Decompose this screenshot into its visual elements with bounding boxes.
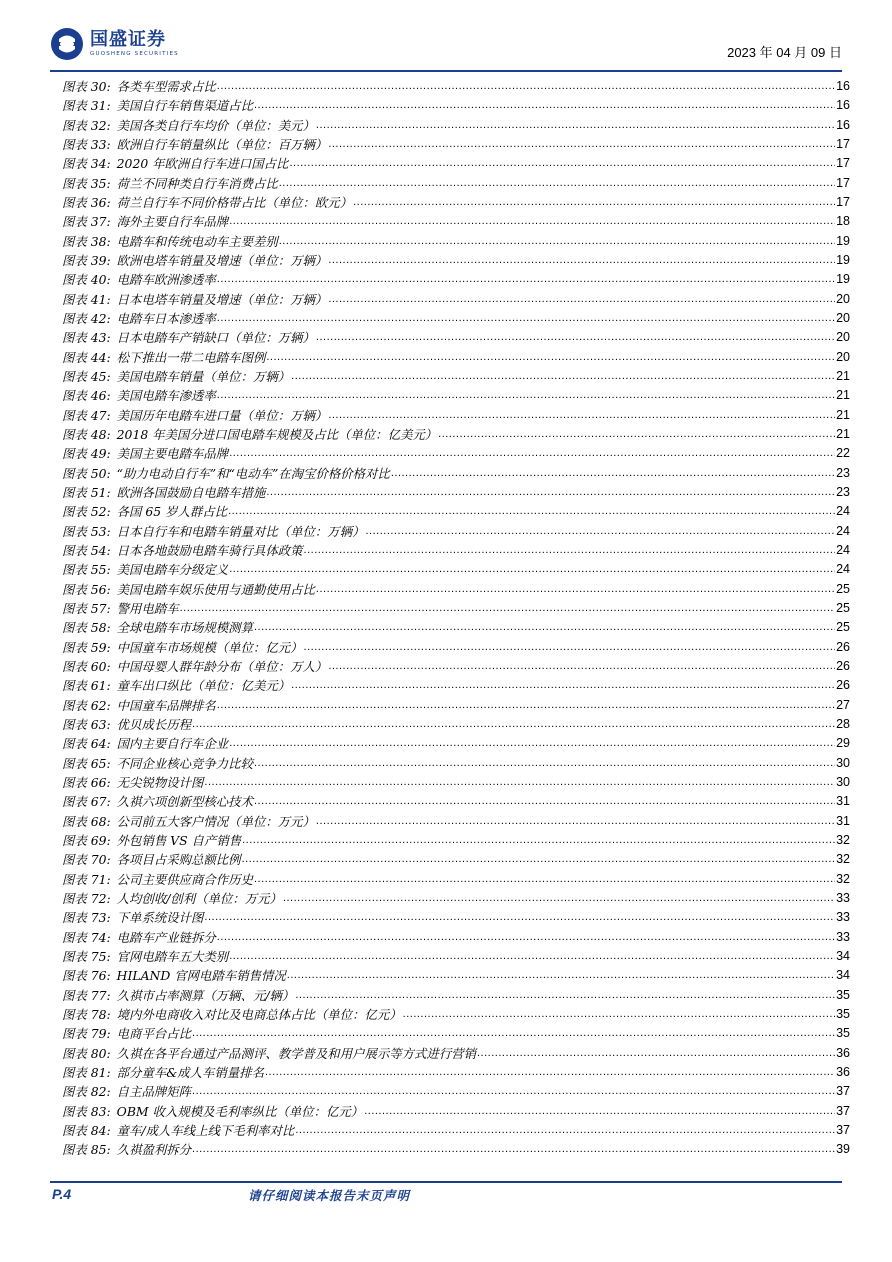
toc-entry[interactable] [62,367,850,386]
toc-entry-label: 图表 82: [62,1084,111,1100]
toc-entry-title: 国内主要自行车企业 [116,736,229,752]
toc-entry-label: 图表 46: [62,388,111,404]
toc-entry[interactable] [62,193,850,212]
dot-leader [217,270,835,289]
dot-leader [304,541,836,560]
dot-leader [217,386,835,405]
toc-entry-title: 2018 年美国分进口国电踏车规模及占比（单位：亿美元） [116,427,438,443]
toc-entry-page: 17 [836,195,850,210]
toc-entry-label: 图表 44: [62,349,111,365]
dot-leader [295,986,835,1005]
toc-entry[interactable] [62,270,850,289]
toc-entry-label: 图表 76: [62,968,111,984]
toc-entry-title: 人均创收/创利（单位：万元） [116,890,282,906]
toc-entry[interactable] [62,638,850,657]
toc-entry-label: 图表 47: [62,407,111,423]
toc-entry-title: HILAND 官网电踏车销售情况 [116,968,286,984]
toc-entry-title: 公司主要供应商合作历史 [116,871,253,887]
toc-entry-label: 图表 60: [62,659,111,674]
dot-leader [254,870,835,889]
toc-entry[interactable] [62,580,850,599]
toc-entry-label: 图表 81: [62,1064,111,1080]
toc-entry-page: 35 [836,1006,850,1021]
dot-leader [242,850,836,869]
toc-entry-title: 各类车型需求占比 [116,79,216,95]
toc-entry-page: 23 [836,465,850,480]
logo-english-text: GUOSHENG SECURITIES [90,51,179,57]
toc-entry-page: 36 [836,1045,850,1060]
toc-entry[interactable] [62,734,850,753]
toc-entry-page: 26 [836,659,850,673]
toc-entry[interactable] [62,908,850,927]
toc-entry-label: 图表 35: [62,175,111,191]
dot-leader [291,676,835,695]
toc-entry-title: 日本电踏车产销缺口（单位：万辆） [116,330,315,346]
toc-entry-page: 25 [836,601,850,616]
toc-entry[interactable] [62,386,850,405]
toc-entry-label: 图表 79: [62,1026,111,1042]
toc-entry-title: 中国母婴人群年龄分布（单位：万人） [116,659,328,674]
dot-leader [217,309,835,328]
dot-leader [283,889,835,908]
toc-entry-page: 22 [836,446,850,461]
dot-leader [192,1082,835,1101]
toc-entry[interactable] [62,811,850,830]
dot-leader [438,425,835,444]
toc-entry-page: 20 [836,311,850,326]
toc-entry-page: 20 [836,349,850,364]
toc-entry-label: 图表 59: [62,639,111,655]
toc-entry-title: 无尖锐物设计图 [116,774,204,790]
dot-leader [254,792,835,811]
dot-leader [204,773,835,792]
toc-entry[interactable] [62,406,850,425]
toc-entry-page: 19 [836,272,850,287]
toc-entry-page: 16 [836,79,850,94]
toc-entry-page: 37 [836,1122,850,1137]
toc-entry[interactable] [62,464,850,483]
toc-entry[interactable] [62,560,850,579]
toc-entry-title: 童车/成人车线上线下毛利率对比 [116,1122,295,1138]
dot-leader [217,77,835,96]
toc-entry-title: 电踏车日本渗透率 [116,311,216,327]
toc-entry-title: 美国电踏车娱乐使用与通勤使用占比 [116,581,315,597]
dot-leader [304,638,836,657]
logo-chinese-text: 国盛证券 [90,29,166,50]
dot-leader [353,193,835,212]
toc-entry[interactable] [62,174,850,193]
toc-entry-label: 图表 38: [62,233,111,249]
toc-entry-label: 图表 85: [62,1142,111,1158]
dot-leader [229,734,835,753]
toc-entry-page: 37 [836,1103,850,1118]
toc-entry-title: 电商平台占比 [116,1026,192,1042]
toc-entry-page: 25 [836,581,850,596]
dot-leader [316,328,835,347]
toc-entry[interactable] [62,1005,850,1024]
page-header [50,26,842,68]
toc-entry-page: 34 [836,948,850,963]
dot-leader [266,348,835,367]
toc-entry-title: 各项目占采购总额比例 [116,852,241,868]
toc-entry[interactable] [62,753,850,772]
dot-leader [391,464,835,483]
dot-leader [266,483,835,502]
toc-entry[interactable] [62,116,850,135]
footer-divider [50,1181,842,1183]
toc-entry[interactable] [62,792,850,811]
toc-entry-page: 30 [836,755,850,770]
toc-entry[interactable] [62,715,850,734]
toc-entry[interactable] [62,425,850,444]
disclaimer-note: 请仔细阅读本报告末页声明 [248,1188,411,1203]
toc-entry[interactable] [62,328,850,347]
dot-leader [328,406,835,425]
toc-entry-title: 美国历年电踏车进口量（单位：万辆） [116,407,328,423]
toc-entry-title: 中国童车市场规模（单位：亿元） [116,639,303,655]
toc-entry-title: 松下推出一带二电踏车图例 [116,349,266,365]
toc-entry-label: 图表 71: [62,871,111,887]
header-divider [50,70,842,72]
toc-entry-title: 美国电踏车分级定义 [116,562,229,578]
toc-entry-title: 美国主要电踏车品牌 [116,446,229,462]
toc-entry-page: 23 [836,485,850,500]
toc-entry-title: 欧洲电塔车销量及增速（单位：万辆） [116,253,328,269]
toc-entry-title: 美国自行车销售渠道占比 [116,98,253,114]
toc-entry[interactable] [62,444,850,463]
toc-entry[interactable] [62,541,850,560]
toc-entry[interactable] [62,947,850,966]
toc-entry-title: 美国各类自行车均价（单位：美元） [116,117,315,133]
toc-entry-label: 图表 43: [62,330,111,346]
toc-entry[interactable] [62,618,850,637]
toc-entry-page: 33 [836,890,850,905]
toc-entry-title: 欧洲自行车销量纵比（单位：百万辆） [116,137,328,153]
toc-entry-page: 17 [836,156,850,171]
toc-entry[interactable] [62,522,850,541]
toc-entry[interactable] [62,696,850,715]
toc-entry-label: 图表 32: [62,117,111,133]
dot-leader [291,367,835,386]
toc-entry-title: 部分童车&成人车销量排名 [116,1064,264,1080]
dot-leader [180,599,835,618]
toc-entry-title: 电踏车欧洲渗透率 [116,272,216,288]
toc-entry[interactable] [62,927,850,946]
toc-entry-label: 图表 72: [62,890,111,906]
toc-entry-page: 35 [836,987,850,1002]
toc-entry-title: 官网电踏车五大类别 [116,948,229,964]
toc-entry-page: 19 [836,233,850,248]
toc-entry-page: 32 [836,832,850,847]
toc-entry[interactable] [62,96,850,115]
figure-index-list [62,77,850,1159]
toc-entry[interactable] [62,889,850,908]
toc-entry-page: 19 [836,253,850,268]
toc-entry[interactable] [62,773,850,792]
toc-entry-label: 图表 67: [62,794,111,810]
toc-entry[interactable] [62,212,850,231]
toc-entry-label: 图表 40: [62,272,111,288]
toc-entry-label: 图表 84: [62,1122,111,1138]
toc-entry-label: 图表 50: [62,465,111,481]
dot-leader [217,928,835,947]
toc-entry-title: 海外主要自行车品牌 [116,214,229,230]
toc-entry[interactable] [62,135,850,154]
toc-entry-title: 外包销售 VS 自产销售 [116,832,242,848]
dot-leader [403,1005,835,1024]
toc-entry-page: 17 [836,175,850,190]
toc-entry-title: 荷兰不同种类自行车消费占比 [116,175,278,191]
dot-leader [364,1102,835,1121]
toc-entry-page: 36 [836,1064,850,1079]
dot-leader [229,444,835,463]
dot-leader [242,831,835,850]
toc-entry[interactable] [62,348,850,367]
toc-entry[interactable] [62,1101,850,1120]
toc-entry-label: 图表 34: [62,156,111,172]
toc-entry-label: 图表 36: [62,195,111,211]
toc-entry-title: 久祺盈利拆分 [116,1142,192,1158]
toc-entry-label: 图表 61: [62,678,111,694]
toc-entry[interactable] [62,850,850,869]
toc-entry-label: 图表 80: [62,1045,111,1061]
toc-entry-page: 29 [836,736,850,751]
toc-entry-label: 图表 69: [62,832,111,848]
toc-entry-page: 35 [836,1026,850,1041]
toc-entry-label: 图表 30: [62,79,111,95]
toc-entry[interactable] [62,290,850,309]
toc-entry[interactable] [62,309,850,328]
toc-entry[interactable] [62,1024,850,1043]
toc-entry[interactable] [62,831,850,850]
toc-entry-page: 33 [836,929,850,944]
toc-entry-label: 图表 33: [62,137,111,153]
dot-leader [229,212,835,231]
toc-entry-page: 21 [836,407,850,422]
toc-entry[interactable] [62,869,850,888]
toc-entry-title: 美国电踏车渗透率 [116,388,216,404]
toc-entry-title: 各国 65 岁人群占比 [116,504,228,520]
toc-entry[interactable] [62,1063,850,1082]
toc-entry-label: 图表 65: [62,755,111,771]
dot-leader [254,96,835,115]
toc-entry-label: 图表 49: [62,446,111,462]
toc-entry-label: 图表 62: [62,697,111,713]
toc-entry-title: 全球电踏车市场规模测算 [116,620,253,636]
toc-entry-page: 31 [836,794,850,809]
toc-entry[interactable] [62,232,850,251]
toc-entry-page: 26 [836,639,850,654]
toc-entry-title: 中国童车品牌排名 [116,697,216,713]
dot-leader [365,522,835,541]
toc-entry-page: 17 [836,137,850,152]
dot-leader [265,1063,835,1082]
toc-entry-title: 美国电踏车销量（单位：万辆） [116,369,291,385]
toc-entry-page: 24 [836,562,850,577]
dot-leader [328,290,835,309]
dot-leader [229,947,835,966]
toc-entry-page: 16 [836,117,850,132]
toc-entry[interactable] [62,966,850,985]
toc-entry-page: 26 [836,678,850,693]
toc-entry-page: 21 [836,388,850,403]
toc-entry-label: 图表 37: [62,214,111,230]
toc-entry-page: 21 [836,369,850,384]
dot-leader [287,966,835,985]
toc-entry-label: 图表 48: [62,427,111,443]
dot-leader [254,754,835,773]
toc-entry-page: 32 [836,871,850,886]
dot-leader [192,715,835,734]
toc-entry-page: 28 [836,716,850,731]
toc-entry-title: 不同企业核心竞争力比较 [116,755,253,771]
toc-entry-page: 16 [836,98,850,113]
toc-entry-page: 37 [836,1084,850,1099]
toc-entry-title: 公司前五大客户情况（单位：万元） [116,813,315,829]
toc-entry-title: 日本电塔车销量及增速（单位：万辆） [116,291,328,307]
toc-entry-label: 图表 57: [62,601,111,617]
toc-entry-label: 图表 78: [62,1006,111,1022]
guosheng-logo-icon [50,27,84,61]
toc-entry[interactable] [62,502,850,521]
toc-entry-page: 24 [836,543,850,558]
toc-entry-label: 图表 39: [62,253,111,269]
toc-entry-title: “助力电动自行车”和“电动车”在淘宝价格价格对比 [116,465,390,481]
toc-entry-title: 久祺市占率测算（万辆、元/辆） [116,987,295,1003]
toc-entry[interactable] [62,483,850,502]
toc-entry[interactable] [62,657,850,676]
toc-entry-label: 图表 77: [62,987,111,1003]
dot-leader [328,251,835,270]
toc-entry-title: 童车出口纵比（单位：亿美元） [116,678,291,694]
toc-entry-label: 图表 70: [62,852,111,868]
dot-leader [316,116,835,135]
toc-entry-label: 图表 54: [62,543,111,559]
toc-entry-title: 电踏车和传统电动车主要差别 [116,233,278,249]
toc-entry-label: 图表 66: [62,774,111,790]
toc-entry-label: 图表 64: [62,736,111,752]
dot-leader [192,1140,835,1159]
dot-leader [192,1024,835,1043]
toc-entry-label: 图表 41: [62,291,111,307]
toc-entry-title: 电踏车产业链拆分 [116,929,216,945]
toc-entry[interactable] [62,77,850,96]
toc-entry-label: 图表 55: [62,562,111,578]
toc-entry-label: 图表 73: [62,910,111,926]
toc-entry-page: 24 [836,523,850,538]
toc-entry-label: 图表 83: [62,1103,111,1119]
toc-entry-page: 30 [836,774,850,789]
toc-entry-title: 优贝成长历程 [116,716,192,732]
toc-entry[interactable] [62,1121,850,1140]
toc-entry-page: 34 [836,968,850,983]
toc-entry-label: 图表 51: [62,485,111,501]
dot-leader [328,135,835,154]
toc-entry-title: 欧洲各国鼓励自电踏车措施 [116,485,266,501]
toc-entry[interactable] [62,1140,850,1159]
report-date: 2023 年 04 月 09 日 [727,45,842,60]
toc-entry-page: 32 [836,852,850,867]
toc-entry-label: 图表 56: [62,581,111,597]
toc-entry-label: 图表 31: [62,98,111,114]
toc-entry-page: 25 [836,620,850,635]
toc-entry-label: 图表 45: [62,369,111,385]
toc-entry-label: 图表 75: [62,948,111,964]
toc-entry-title: 日本各地鼓励电踏车骑行具体政策 [116,543,303,559]
logo [50,26,179,62]
dot-leader [316,580,835,599]
dot-leader [217,696,835,715]
dot-leader [279,174,835,193]
dot-leader [229,560,835,579]
toc-entry[interactable] [62,1043,850,1062]
toc-entry-label: 图表 63: [62,716,111,732]
toc-entry[interactable] [62,251,850,270]
dot-leader [316,812,835,831]
toc-entry-label: 图表 53: [62,523,111,539]
toc-entry[interactable] [62,1082,850,1101]
dot-leader [228,502,835,521]
toc-entry-title: 久祺六项创新型核心技术 [116,794,253,810]
toc-entry-title: 境内外电商收入对比及电商总体占比（单位：亿元） [116,1006,402,1022]
dot-leader [254,618,835,637]
toc-entry-title: 日本自行车和电踏车销量对比（单位：万辆） [116,523,365,539]
toc-entry-page: 39 [836,1142,850,1157]
toc-entry-page: 18 [836,214,850,229]
toc-entry-page: 31 [836,813,850,828]
toc-entry-title: 荷兰自行车不同价格带占比（单位：欧元） [116,195,353,211]
dot-leader [279,232,835,251]
toc-entry-title: 自主品牌矩阵 [116,1084,192,1100]
toc-entry-title: OBM 收入规模及毛利率纵比（单位：亿元） [116,1103,364,1119]
toc-entry-title: 警用电踏车 [116,601,179,617]
toc-entry-label: 图表 68: [62,813,111,829]
page-number: P.4 [52,1186,72,1202]
toc-entry-label: 图表 52: [62,504,111,520]
toc-entry[interactable] [62,985,850,1004]
toc-entry-label: 图表 58: [62,620,111,636]
toc-entry-label: 图表 42: [62,311,111,327]
dot-leader [204,908,835,927]
toc-entry-title: 久祺在各平台通过产品测评、教学普及和用户展示等方式进行营销 [116,1045,476,1061]
dot-leader [328,657,835,676]
toc-entry-page: 20 [836,330,850,345]
toc-entry-page: 20 [836,291,850,306]
dot-leader [295,1121,835,1140]
toc-entry-page: 21 [836,427,850,442]
toc-entry[interactable] [62,599,850,618]
toc-entry-title: 下单系统设计图 [116,910,204,926]
dot-leader [477,1044,835,1063]
dot-leader [289,154,835,173]
toc-entry-label: 图表 74: [62,929,111,945]
toc-entry-title: 2020 年欧洲自行车进口国占比 [116,156,289,172]
toc-entry-page: 27 [836,697,850,712]
toc-entry-page: 24 [836,504,850,519]
toc-entry[interactable] [62,676,850,695]
toc-entry-page: 33 [836,910,850,925]
toc-entry[interactable] [62,154,850,173]
